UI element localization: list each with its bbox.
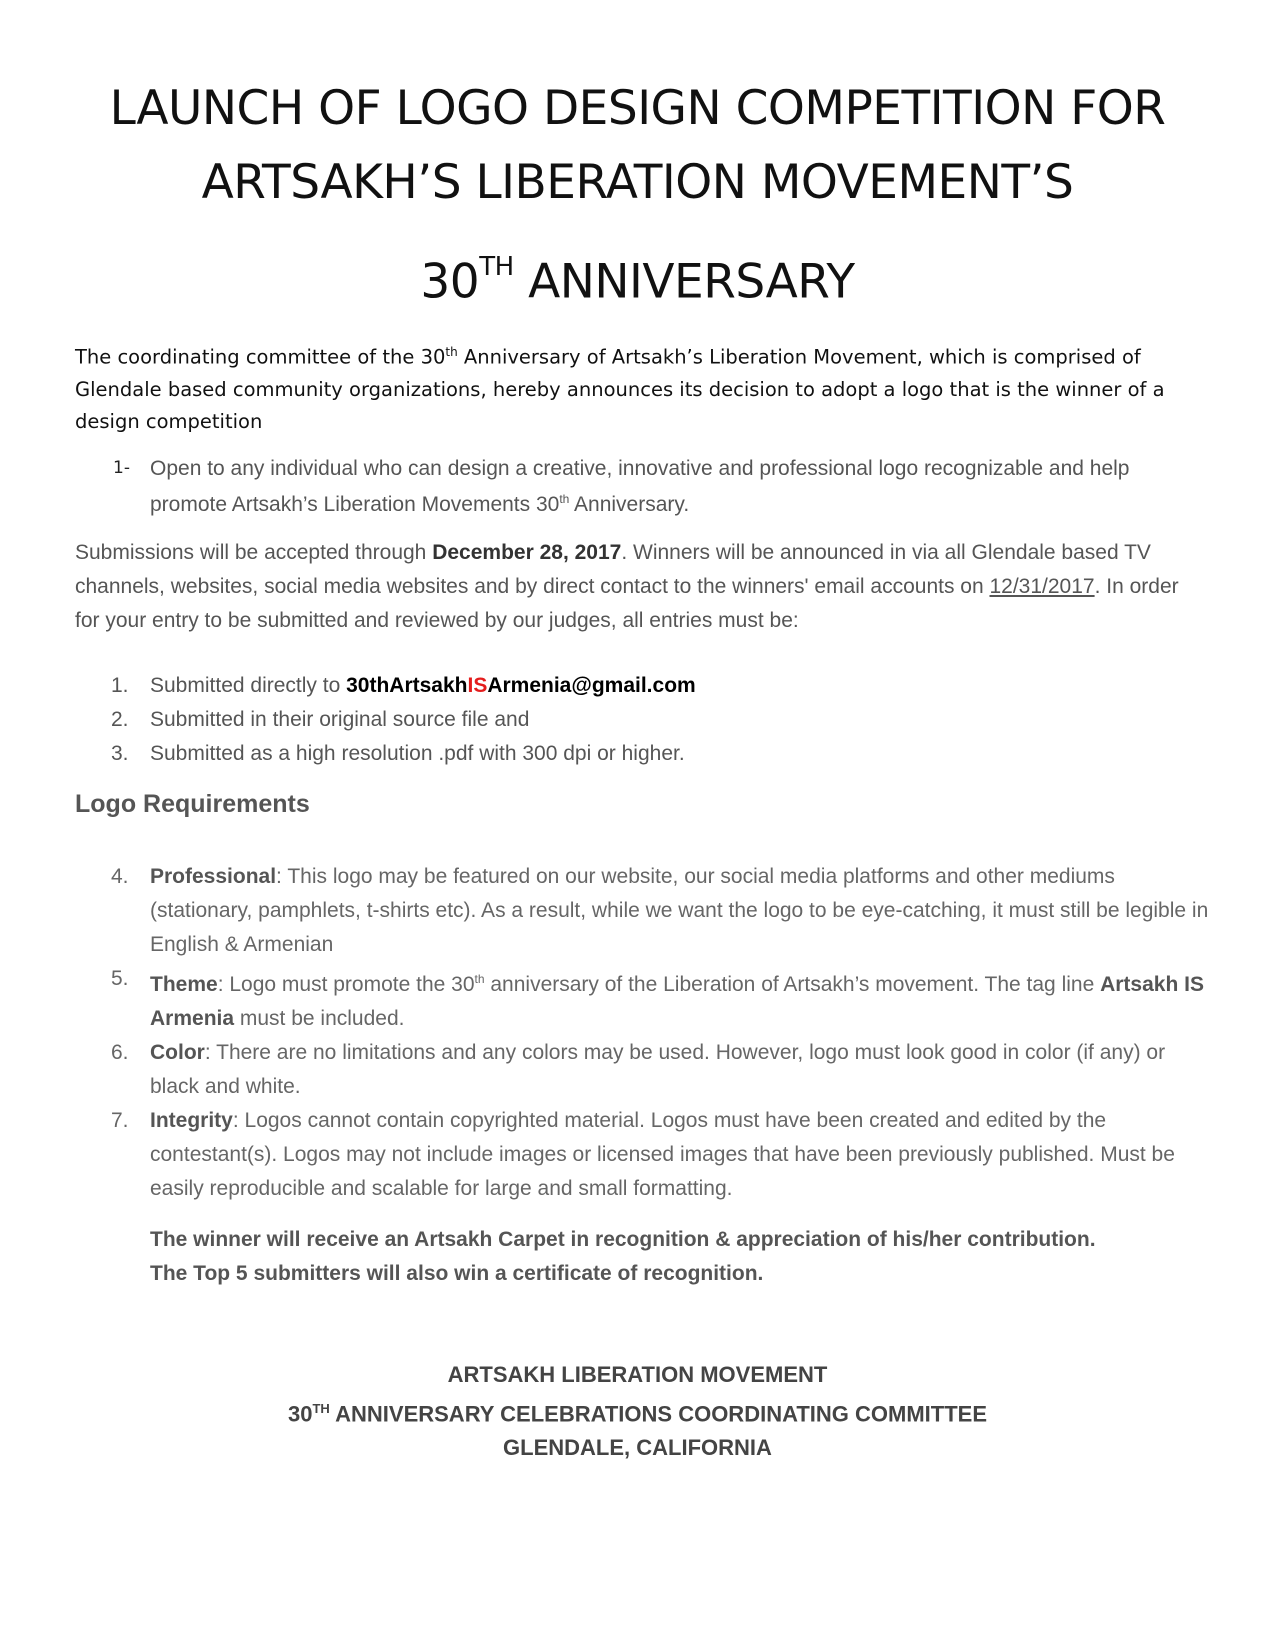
- eligibility-text-2: Anniversary.: [569, 493, 690, 516]
- step-number: 1.: [111, 674, 129, 697]
- step-text: [150, 669, 696, 703]
- announcement-date: 12/31/2017: [989, 575, 1095, 598]
- step-number: 2.: [111, 708, 129, 731]
- prize-line-1: The winner will receive an Artsakh Carpet in recognition & appreciation of his/her contribution.: [150, 1228, 1096, 1251]
- requirement-text: [150, 1104, 1215, 1206]
- intro-text-2: Anniversary of Artsakh’s Liberation Movement, which is comprised of Glendale based community organizations, hereby announces its decision to adopt a logo that is the winner of a design competition: [75, 345, 1165, 433]
- requirement-ordinal: th: [474, 972, 485, 986]
- prize-line-2: The Top 5 submitters will also win a certificate of recognition.: [150, 1262, 764, 1285]
- intro-paragraph: [75, 336, 1205, 438]
- requirements-heading: Logo Requirements: [75, 790, 310, 818]
- requirement-text: [150, 1036, 1215, 1104]
- tagline: Artsakh IS Armenia: [150, 973, 1204, 1030]
- requirement-number: 5.: [111, 967, 129, 990]
- requirement-description-2: anniversary of the Liberation of Artsakh’s movement. The tag line: [484, 973, 1101, 996]
- submissions-text-2: . Winners will be announced in via all Glendale based TV channels, websites, social media websites and by direct contact to the winners' email accounts on: [75, 541, 1151, 598]
- list-item: [75, 737, 1205, 771]
- requirement-label: Professional: [150, 865, 277, 888]
- requirement-description-3: must be included.: [234, 1007, 405, 1030]
- requirements-list: [75, 860, 1209, 1206]
- list-item: [75, 1104, 1205, 1206]
- submission-steps-list: [75, 669, 1205, 771]
- submission-deadline: December 28, 2017: [432, 541, 622, 564]
- email-part-2: IS: [467, 674, 488, 697]
- requirement-description: : There are no limitations and any colors may be used. However, logo must look good in color (if any) or black and white.: [150, 1041, 1166, 1098]
- title-anniversary: ANNIVERSARY: [513, 254, 855, 310]
- title-line-2: ARTSAKH’S LIBERATION MOVEMENT’S: [201, 155, 1074, 210]
- step-text: Submitted as a high resolution .pdf with 300 dpi or higher.: [150, 742, 685, 765]
- list-item: [75, 669, 1205, 703]
- intro-text-1: The coordinating committee of the 30: [75, 345, 446, 369]
- title-ordinal: TH: [479, 252, 514, 282]
- requirement-number: 6.: [111, 1041, 129, 1064]
- eligibility-text: [150, 453, 1180, 520]
- requirement-number: 7.: [111, 1109, 129, 1132]
- submissions-text-3: . In order for your entry to be submitted and reviewed by our judges, all entries must be:: [75, 575, 1179, 632]
- list-item: [75, 962, 1205, 1036]
- location: GLENDALE, CALIFORNIA: [503, 1435, 772, 1461]
- requirement-number: 4.: [111, 865, 129, 888]
- eligibility-number: 1-: [113, 458, 130, 478]
- requirement-label: Color: [150, 1041, 205, 1064]
- title-line-3: [60, 236, 1215, 320]
- committee-name: [0, 1392, 1275, 1431]
- email-part-3: Armenia@gmail.com: [487, 674, 696, 697]
- submissions-paragraph: [75, 536, 1205, 638]
- requirement-description-1: : Logo must promote the 30: [217, 973, 475, 996]
- requirement-description: : This logo may be featured on our website, our social media platforms and other mediums (stationary, pamphlets, t-shirts etc). As a result, while we want the logo to be eye-catching, it must still be legible in English & Armenian: [150, 865, 1209, 956]
- requirement-label: Integrity: [150, 1109, 233, 1132]
- list-item: [75, 703, 1205, 737]
- contact-email-link[interactable]: [346, 674, 696, 697]
- step-text-prefix: Submitted directly to: [150, 674, 347, 697]
- email-part-1: 30thArtsakh: [346, 674, 468, 697]
- requirement-text: [150, 962, 1215, 1036]
- list-item: [75, 860, 1209, 962]
- title-number: 30: [420, 254, 480, 310]
- list-item: [75, 1036, 1205, 1104]
- step-number: 3.: [111, 742, 129, 765]
- requirement-text: [150, 860, 1215, 962]
- title-line-1: LAUNCH OF LOGO DESIGN COMPETITION FOR: [109, 81, 1166, 136]
- intro-ordinal: th: [445, 345, 458, 359]
- signature-block: [0, 1358, 1275, 1465]
- committee-title: ANNIVERSARY CELEBRATIONS COORDINATING COMMITTEE: [329, 1401, 987, 1427]
- step-text: Submitted in their original source file and: [150, 708, 530, 731]
- committee-ordinal: TH: [312, 1401, 330, 1416]
- requirement-description: : Logos cannot contain copyrighted material. Logos must have been created and edited by the contestant(s). Logos may not include images or licensed images that have been previously published. Must be easily reproducible and scalable for large and small formatting.: [150, 1109, 1175, 1200]
- organization-name: ARTSAKH LIBERATION MOVEMENT: [447, 1362, 828, 1387]
- submissions-text-1: Submissions will be accepted through: [75, 541, 433, 564]
- requirement-label: Theme: [150, 973, 218, 996]
- eligibility-ordinal: th: [559, 492, 570, 506]
- committee-number: 30: [288, 1401, 313, 1427]
- prize-announcement: [150, 1223, 1230, 1291]
- eligibility-text-1: Open to any individual who can design a creative, innovative and professional logo recognizable and help promote Artsakh’s Liberation Movements 30: [150, 457, 1130, 516]
